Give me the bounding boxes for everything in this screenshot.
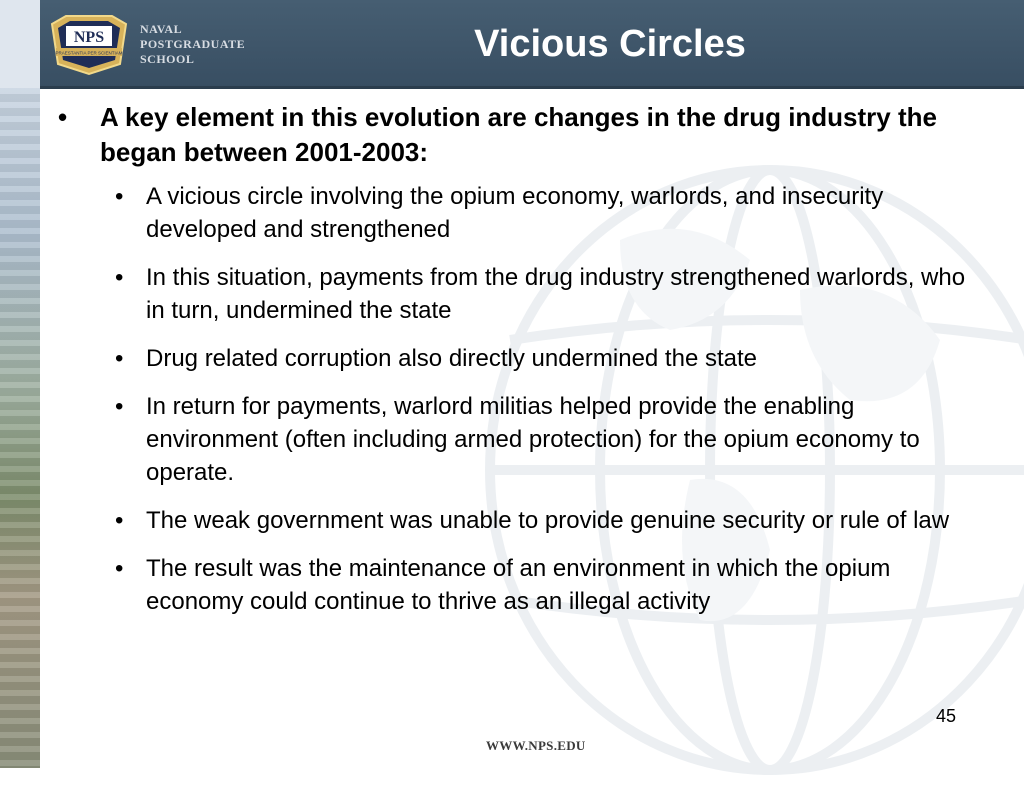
bullet-glyph: •	[115, 507, 124, 534]
bullet-glyph: •	[115, 345, 124, 372]
bullet-glyph: •	[115, 393, 124, 420]
footer-url: WWW.NPS.EDU	[486, 738, 586, 753]
svg-text:PRAESTANTIA PER SCIENTIAM: PRAESTANTIA PER SCIENTIAM	[55, 50, 123, 56]
sub-bullet-text: Drug related corruption also directly undermined the state	[146, 345, 757, 372]
bullet-glyph: •	[115, 264, 124, 291]
page-number: 45	[936, 706, 957, 726]
bullet-glyph: •	[115, 183, 124, 210]
main-bullet	[58, 100, 968, 170]
svg-text:NPS: NPS	[73, 29, 105, 46]
sub-bullet	[58, 180, 968, 246]
sub-bullet-text: In this situation, payments from the drug industry strengthened warlords, who in turn, undermined the state	[146, 264, 966, 324]
sub-bullet-text: The weak government was unable to provide genuine security or rule of law	[146, 507, 950, 534]
school-name-line-1: NAVAL	[140, 22, 183, 36]
sub-bullet	[58, 552, 968, 618]
sub-bullet	[58, 342, 968, 375]
sub-bullet	[58, 390, 968, 489]
sub-bullet	[58, 504, 968, 537]
sub-bullet	[58, 261, 968, 327]
sub-bullet-text: The result was the maintenance of an environment in which the opium economy could continue to thrive as an illegal activity	[146, 555, 891, 615]
sub-bullet-text: A vicious circle involving the opium economy, warlords, and insecurity developed and strengthened	[146, 183, 884, 243]
nps-logo-icon	[46, 14, 132, 76]
school-name	[140, 22, 245, 67]
main-bullet-text: A key element in this evolution are changes in the drug industry the began between 2001-2003:	[100, 102, 937, 167]
school-name-line-2: POSTGRADUATE	[140, 37, 246, 51]
campus-photo-strip	[0, 88, 40, 768]
school-name-line-3: SCHOOL	[140, 52, 195, 66]
slide-title: Vicious Circles	[474, 23, 746, 65]
bullet-glyph: •	[115, 555, 124, 582]
bullet-glyph: •	[58, 102, 68, 132]
header-divider	[40, 86, 1024, 89]
side-photo-top	[0, 0, 40, 88]
slide-content	[58, 100, 968, 633]
sub-bullet-text: In return for payments, warlord militias helped provide the enabling environment (often including armed protection) for the opium economy to operate.	[146, 393, 920, 486]
sub-bullet-list	[58, 180, 968, 618]
